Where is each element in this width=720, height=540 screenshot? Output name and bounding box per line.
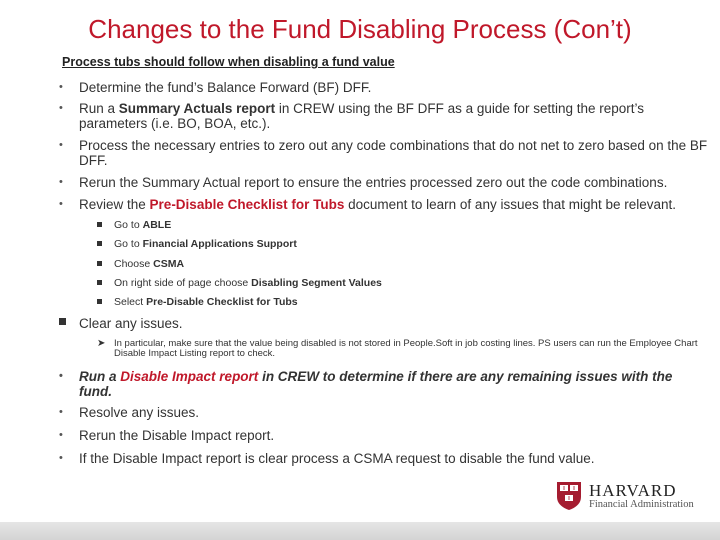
sub-step-able: Go to ABLE <box>114 219 674 232</box>
bullet-rerun-summary: • Rerun the Summary Actual report to ensure the entries processed zero out the code combinations. <box>59 175 668 190</box>
bullet-dot-icon: • <box>59 406 63 418</box>
bullet-run-summary: • Run a Summary Actuals report in CREW using the BF DFF as a guide for setting the report’s parameters (i.e. BO, BOA, etc.). <box>59 101 645 131</box>
bullet-dot-icon: • <box>59 198 63 210</box>
square-bullet-icon <box>97 261 102 266</box>
square-bullet-icon <box>97 299 102 304</box>
slide-subtitle: Process tubs should follow when disabling a fund value <box>62 55 395 69</box>
sub-step-csma: Choose CSMA <box>114 258 674 271</box>
sub-step-select-checklist: Select Pre-Disable Checklist for Tubs <box>114 296 674 309</box>
bullet-dot-icon: • <box>59 176 63 188</box>
bullet-process-entries: • Process the necessary entries to zero out any code combinations that do not net to zero based on the BF DFF. <box>59 138 708 168</box>
bullet-dot-icon: • <box>59 102 63 114</box>
harvard-logo <box>556 481 706 511</box>
bullet-resolve-issues: • Resolve any issues. <box>59 405 200 420</box>
note-people-soft: ➤ In particular, make sure that the value being disabled is not stored in People.Soft in job costing lines. PS users can run the Employee Chart Disable Impact Listing report to check. <box>97 338 698 359</box>
sub-step-financial-apps: Go to Financial Applications Support <box>114 238 674 251</box>
bullet-determine-bf: • Determine the fund’s Balance Forward (BF) DFF. <box>59 80 372 95</box>
bullet-dot-icon: • <box>59 429 63 441</box>
square-bullet-icon <box>59 318 66 325</box>
sub-step-disabling-segment: On right side of page choose Disabling Segment Values <box>114 277 674 290</box>
checklist-link[interactable]: Pre-Disable Checklist for Tubs <box>149 197 345 212</box>
bullet-dot-icon: • <box>59 139 63 151</box>
logo-harvard-text: HARVARD <box>589 481 677 500</box>
logo-subtitle: Financial Administration <box>589 499 694 510</box>
bullet-review-checklist: • Review the Pre-Disable Checklist for Tubs document to learn of any issues that might be relevant. <box>59 197 677 212</box>
square-bullet-icon <box>97 280 102 285</box>
bullet-dot-icon: • <box>59 81 63 93</box>
bullet-dot-icon: • <box>59 370 63 382</box>
bullet-csma-request: • If the Disable Impact report is clear process a CSMA request to disable the fund value. <box>59 451 595 466</box>
bullet-clear-issues: Clear any issues. <box>79 316 709 331</box>
slide-title: Changes to the Fund Disabling Process (Con’t) <box>88 14 632 44</box>
bullet-dot-icon: • <box>59 452 63 464</box>
square-bullet-icon <box>97 222 102 227</box>
bullet-rerun-impact: • Rerun the Disable Impact report. <box>59 428 275 443</box>
bullet-run-disable-impact: • Run a Disable Impact report in CREW to determine if there are any remaining issues with the fund. <box>59 369 673 399</box>
harvard-shield-icon <box>556 481 582 511</box>
arrow-bullet-icon: ➤ <box>97 338 106 349</box>
disable-impact-link[interactable]: Disable Impact report <box>120 369 259 384</box>
footer-bar <box>0 522 720 540</box>
square-bullet-icon <box>97 241 102 246</box>
